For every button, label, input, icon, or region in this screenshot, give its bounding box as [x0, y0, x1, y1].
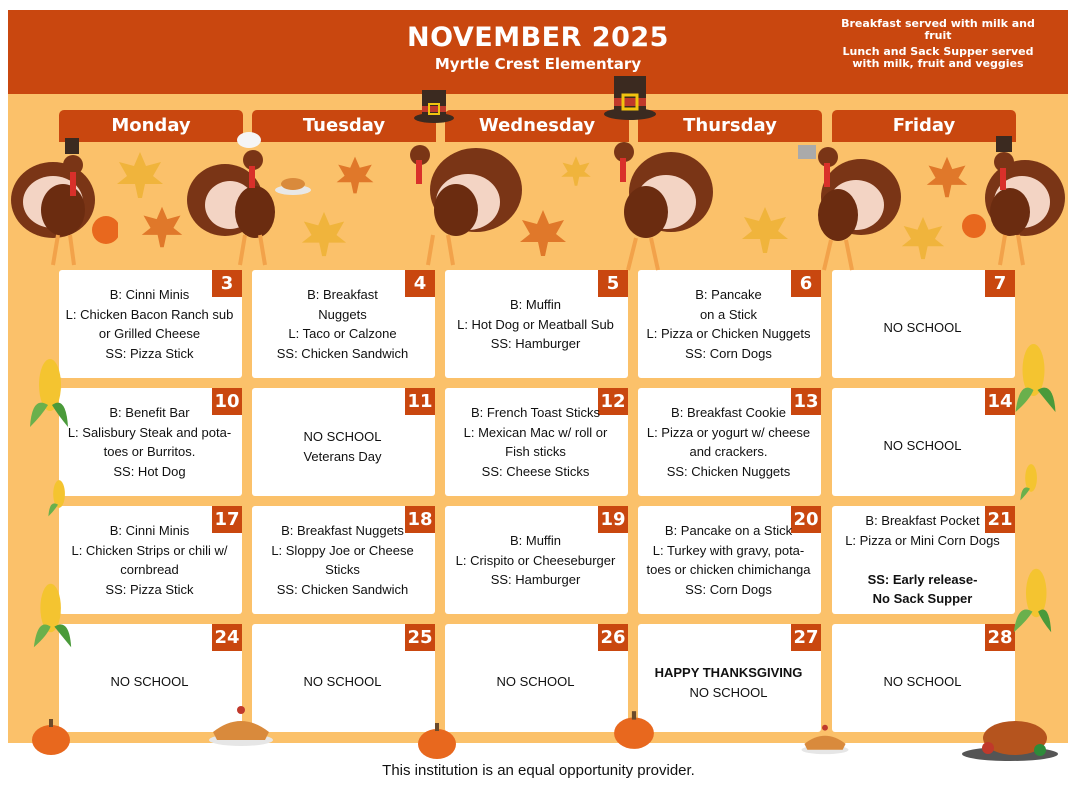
menu-line: B: French Toast Sticks [470, 405, 601, 420]
date-number: 27 [791, 624, 821, 651]
day-cell [832, 388, 1015, 496]
menu-line: NO SCHOOL [496, 674, 575, 689]
menu-line: cornbread [120, 562, 179, 577]
menu-line: L: Pizza or Mini Corn Dogs [845, 532, 1000, 548]
menu-text [258, 672, 427, 692]
turkey-icon [8, 130, 118, 270]
menu-text [258, 521, 427, 599]
pumpkin-icon [612, 708, 656, 750]
date-number: 6 [791, 270, 821, 297]
menu-line: SS: Chicken Sandwich [276, 345, 409, 361]
day-header-wednesday: Wednesday [445, 110, 629, 142]
menu-text [644, 663, 813, 702]
date-number: 14 [985, 388, 1015, 415]
day-cell [445, 270, 628, 378]
lunch-note: Lunch and Sack Supper served with milk, fruit and veggies [842, 45, 1034, 70]
menu-text [258, 427, 427, 466]
menu-line: toes or Burritos. [103, 444, 196, 459]
menu-line: B: Cinni Minis [109, 287, 190, 302]
day-header-monday: Monday [59, 110, 243, 142]
day-cell [638, 624, 821, 732]
menu-line: L: Hot Dog or Meatball Sub [457, 316, 614, 332]
menu-line: NO SCHOOL [883, 438, 962, 453]
menu-line: Fish sticks [505, 444, 566, 459]
menu-line: B: Breakfast Nuggets [281, 523, 404, 538]
menu-text [65, 521, 234, 599]
date-number: 4 [405, 270, 435, 297]
corn-icon [22, 355, 74, 430]
menu-line: B: Pancake on a Stick [664, 523, 793, 538]
day-cell [252, 624, 435, 732]
pilgrim-hat-icon [603, 72, 658, 122]
corn-icon [25, 580, 80, 650]
menu-line: NO SCHOOL [883, 320, 962, 335]
menu-line: Nuggets [318, 306, 367, 322]
day-cell [59, 388, 242, 496]
day-header-friday: Friday [832, 110, 1016, 142]
menu-line: SS: Corn Dogs [685, 345, 772, 361]
menu-line: L: Pizza or yogurt w/ cheese [646, 424, 811, 440]
maple-leaf-icon [140, 205, 184, 249]
menu-text [258, 285, 427, 363]
day-header-thursday: Thursday [638, 110, 822, 142]
date-number: 20 [791, 506, 821, 533]
day-cell [445, 388, 628, 496]
calendar-header [8, 10, 1068, 94]
menu-line-bold: No Sack Supper [872, 591, 973, 606]
turkey-icon [786, 135, 916, 275]
menu-line: SS: Chicken Sandwich [276, 581, 409, 597]
date-number: 12 [598, 388, 628, 415]
menu-line: B: Muffin [509, 297, 562, 312]
corn-icon [1008, 340, 1063, 415]
turkey-icon [185, 130, 315, 270]
day-cell [59, 506, 242, 614]
menu-text [451, 295, 620, 354]
menu-line: SS: Hot Dog [113, 463, 186, 479]
day-cell [638, 270, 821, 378]
maple-leaf-icon [560, 155, 592, 187]
menu-text [451, 403, 620, 481]
pie-icon [207, 700, 275, 748]
date-number: 17 [212, 506, 242, 533]
date-number: 3 [212, 270, 242, 297]
date-number: 18 [405, 506, 435, 533]
menu-line: L: Turkey with gravy, pota- [652, 542, 805, 558]
maple-leaf-icon [740, 205, 790, 255]
day-cell [445, 624, 628, 732]
menu-line: SS: Chicken Nuggets [666, 463, 791, 479]
menu-line: NO SCHOOL [110, 674, 189, 689]
menu-line: L: Taco or Calzone [288, 326, 397, 341]
menu-line: SS: Hamburger [490, 336, 581, 351]
menu-line: L: Pizza or Chicken Nuggets [646, 326, 811, 341]
breakfast-note: Breakfast served with milk and fruit [841, 17, 1035, 42]
day-cell [252, 270, 435, 378]
menu-text [451, 672, 620, 692]
menu-text [65, 403, 234, 481]
menu-line: Sticks [325, 562, 360, 577]
date-number: 10 [212, 388, 242, 415]
day-cell [252, 388, 435, 496]
menu-line: and crackers. [689, 444, 768, 459]
maple-leaf-icon [115, 150, 165, 200]
date-number: 13 [791, 388, 821, 415]
corn-icon [1005, 565, 1060, 635]
day-cell [59, 270, 242, 378]
corn-icon [38, 478, 78, 518]
menu-line: NO SCHOOL [689, 684, 768, 700]
date-number: 19 [598, 506, 628, 533]
menu-line: L: Sloppy Joe or Cheese [271, 542, 414, 558]
menu-line: NO SCHOOL [303, 674, 382, 689]
menu-text [644, 521, 813, 599]
menu-line-bold: SS: Early release- [867, 571, 978, 587]
holiday-headline: HAPPY THANKSGIVING [654, 665, 803, 680]
menu-line: on a Stick [699, 306, 758, 322]
menu-text [65, 285, 234, 363]
day-header-tuesday: Tuesday [252, 110, 436, 142]
maple-leaf-icon [518, 208, 568, 258]
menu-line: SS: Pizza Stick [105, 581, 194, 597]
menu-line: L: Crispito or Cheeseburger [455, 552, 616, 568]
roast-turkey-icon [960, 712, 1060, 762]
school-name: Myrtle Crest Elementary [434, 55, 642, 73]
pilgrim-hat-icon [413, 86, 455, 124]
date-number: 24 [212, 624, 242, 651]
page-title: NOVEMBER 2025 [407, 22, 669, 53]
menu-line: B: Breakfast Cookie [671, 405, 786, 420]
day-cell [638, 388, 821, 496]
day-cell [252, 506, 435, 614]
menu-line: NO SCHOOL [303, 429, 382, 444]
maple-leaf-icon [925, 155, 969, 199]
menu-line: Veterans Day [303, 448, 382, 464]
date-number: 28 [985, 624, 1015, 651]
turkey-icon [596, 130, 716, 275]
date-number: 21 [985, 506, 1015, 533]
menu-text [838, 511, 1007, 609]
menu-text [644, 403, 813, 481]
day-cell [638, 506, 821, 614]
menu-line: SS: Pizza Stick [105, 345, 194, 361]
turkey-icon [960, 130, 1070, 270]
menu-line: SS: Hamburger [490, 572, 581, 587]
turkey-icon [398, 130, 528, 270]
menu-line: SS: Cheese Sticks [481, 463, 590, 479]
menu-line: L: Mexican Mac w/ roll or [463, 424, 608, 440]
menu-line: B: Pancake [695, 287, 762, 302]
date-number: 11 [405, 388, 435, 415]
corn-icon [1010, 462, 1050, 502]
maple-leaf-icon [900, 215, 946, 261]
date-number: 7 [985, 270, 1015, 297]
menu-line: B: Benefit Bar [109, 405, 190, 420]
menu-line: B: Breakfast [307, 287, 378, 302]
day-cell [832, 506, 1015, 614]
date-number: 25 [405, 624, 435, 651]
menu-line: B: Breakfast Pocket [865, 513, 980, 528]
menu-line: SS: Corn Dogs [685, 581, 772, 597]
pumpkin-icon [30, 716, 72, 756]
day-cell [832, 270, 1015, 378]
menu-text [451, 531, 620, 590]
menu-line: NO SCHOOL [883, 674, 962, 689]
menu-line: B: Muffin [509, 533, 562, 548]
menu-line: L: Salisbury Steak and pota- [67, 424, 232, 440]
footer-text: This institution is an equal opportunity provider. [382, 762, 695, 779]
menu-text [838, 318, 1007, 338]
menu-line: or Grilled Cheese [98, 326, 201, 341]
pie-icon [800, 720, 850, 756]
maple-leaf-icon [335, 155, 375, 195]
menu-line: L: Chicken Bacon Ranch sub [65, 306, 234, 322]
menu-text [838, 672, 1007, 692]
menu-text [65, 672, 234, 692]
menu-line: B: Cinni Minis [109, 523, 190, 538]
date-number: 5 [598, 270, 628, 297]
maple-leaf-icon [300, 210, 348, 258]
menu-text [838, 436, 1007, 456]
menu-line: L: Chicken Strips or chili w/ [71, 542, 228, 558]
menu-line: toes or chicken chimichanga [646, 562, 811, 577]
day-cell [445, 506, 628, 614]
pumpkin-icon [416, 720, 458, 760]
menu-text [644, 285, 813, 363]
date-number: 26 [598, 624, 628, 651]
